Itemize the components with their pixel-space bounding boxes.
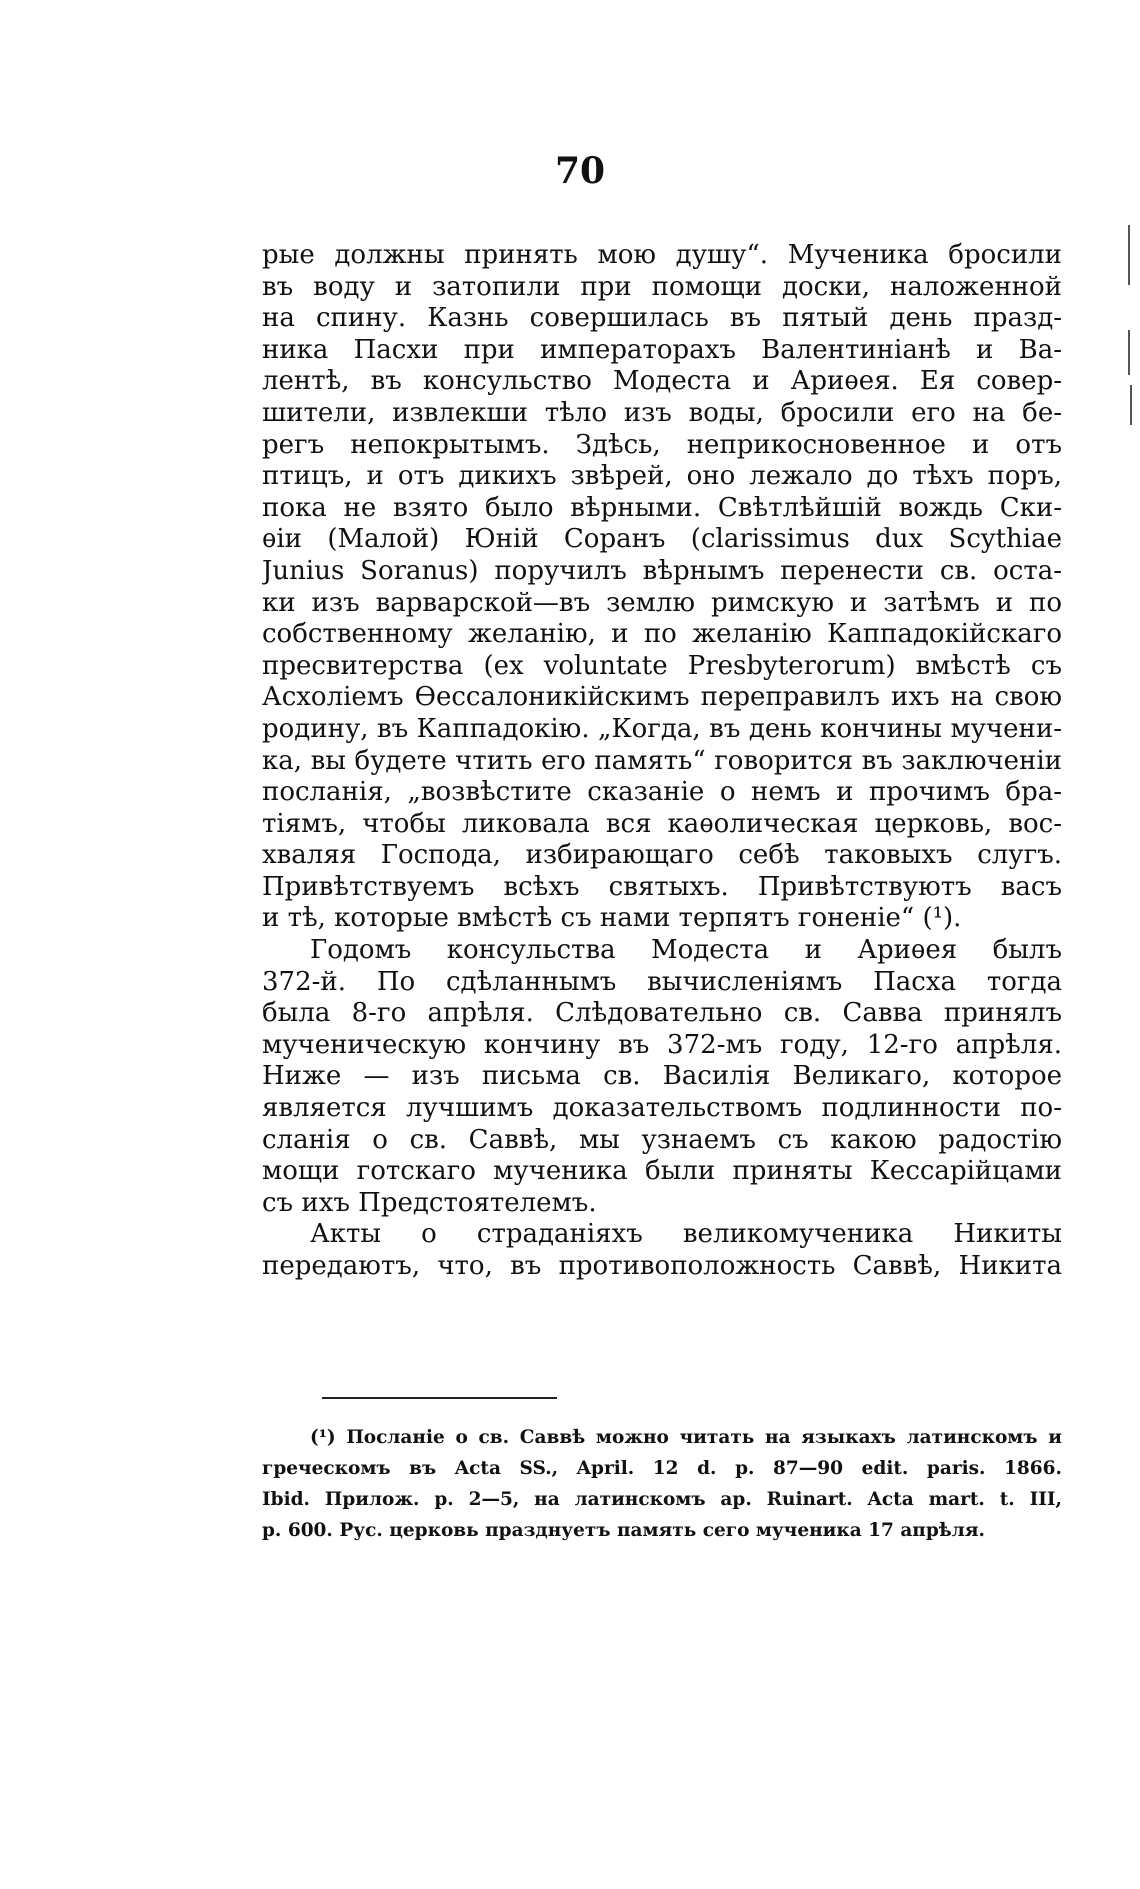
text-line: въ воду и затопили при помощи доски, наложенной <box>262 271 1062 302</box>
text-line: родину, въ Каппадокію. „Когда, въ день кончины мучени- <box>262 713 1062 744</box>
text-line: пока не взято было вѣрными. Свѣтлѣйшій вождь Ски- <box>262 492 1062 523</box>
text-line: птицъ, и отъ дикихъ звѣрей, оно лежало до тѣхъ поръ, <box>262 461 1062 492</box>
footnote-line: Ibid. Прилож. р. 2—5, на латинскомъ ар. Ruinart. Acta mart. t. III, <box>262 1489 1062 1510</box>
text-line: регъ непокрытымъ. Здѣсь, неприкосновенное и отъ <box>262 429 1062 460</box>
margin-mark <box>1130 385 1132 425</box>
text-line: является лучшимъ доказательствомъ подлинности по- <box>262 1093 1062 1124</box>
text-line: передаютъ, что, въ противоположность Саввѣ, Никита <box>262 1251 1062 1281</box>
text-line: пресвитерства (ex voluntate Presbyterorum) вмѣстѣ съ <box>262 650 1062 681</box>
text-line: Привѣтствуемъ всѣхъ святыхъ. Привѣтствуютъ васъ <box>262 871 1062 902</box>
text-line: тіямъ, чтобы ликовала вся каѳолическая церковь, вос- <box>262 808 1062 839</box>
footnotes <box>262 1422 1062 1546</box>
body-text <box>262 240 1062 1283</box>
text-line: посланія, „возвѣстите сказаніе о немъ и прочимъ бра- <box>262 777 1062 808</box>
text-line: на спину. Казнь совершилась въ пятый день празд- <box>262 303 1062 334</box>
text-line: Годомъ консульства Модеста и Ариѳея былъ <box>310 935 1062 966</box>
text-line: 372-й. По сдѣланнымъ вычисленіямъ Пасха тогда <box>262 966 1062 997</box>
text-line: ки изъ варварской—въ землю римскую и затѣмъ и по <box>262 587 1062 618</box>
footnote-line: (¹) Посланіе о св. Саввѣ можно читать на языкахъ латинскомъ и <box>310 1427 1062 1448</box>
text-line: собственному желанію, и по желанію Каппадокійскаго <box>262 619 1062 650</box>
footnote-line: р. 600. Рус. церковь празднуетъ память сего мученика 17 апрѣля. <box>262 1520 985 1541</box>
text-line: хваляя Господа, избирающаго себѣ таковыхъ слугъ. <box>262 840 1062 871</box>
text-line: ника Пасхи при императорахъ Валентиніанѣ и Ва- <box>262 334 1062 365</box>
page-number: 70 <box>554 150 606 192</box>
text-line: рые должны принять мою душу“. Мученика бросили <box>262 240 1062 270</box>
text-line: ѳіи (Малой) Юній Соранъ (clarissimus dux Scythiae <box>262 524 1062 555</box>
text-line: мощи готскаго мученика были приняты Кессарійцами <box>262 1156 1062 1187</box>
margin-mark <box>1128 225 1130 285</box>
text-line: Асхоліемъ Ѳессалоникійскимъ переправилъ ихъ на свою <box>262 682 1062 713</box>
text-line: лентѣ, въ консульство Модеста и Ариѳея. Ея совер- <box>262 366 1062 397</box>
text-line: ка, вы будете чтить его память“ говорится въ заключеніи <box>262 745 1062 776</box>
text-line: сланія о св. Саввѣ, мы узнаемъ съ какою радостію <box>262 1124 1062 1155</box>
footnote-line: греческомъ въ Acta SS., April. 12 d. p. 87—90 edit. paris. 1866. <box>262 1458 1062 1479</box>
text-line: съ ихъ Предстоятелемъ. <box>262 1187 597 1218</box>
text-line: была 8-го апрѣля. Слѣдовательно св. Савва принялъ <box>262 998 1062 1029</box>
text-line: Акты о страданіяхъ великомученика Никиты <box>310 1219 1062 1250</box>
margin-mark <box>1128 330 1130 375</box>
text-line: Junius Soranus) поручилъ вѣрнымъ перенести св. оста- <box>262 555 1062 586</box>
text-line: и тѣ, которые вмѣстѣ съ нами терпятъ гоненіе“ (¹). <box>262 903 962 934</box>
text-line: Ниже — изъ письма св. Василія Великаго, которое <box>262 1061 1062 1092</box>
footnote-divider <box>322 1397 557 1399</box>
text-line: мученическую кончину въ 372-мъ году, 12-го апрѣля. <box>262 1029 1062 1060</box>
text-line: шители, извлекши тѣло изъ воды, бросили его на бе- <box>262 397 1062 428</box>
